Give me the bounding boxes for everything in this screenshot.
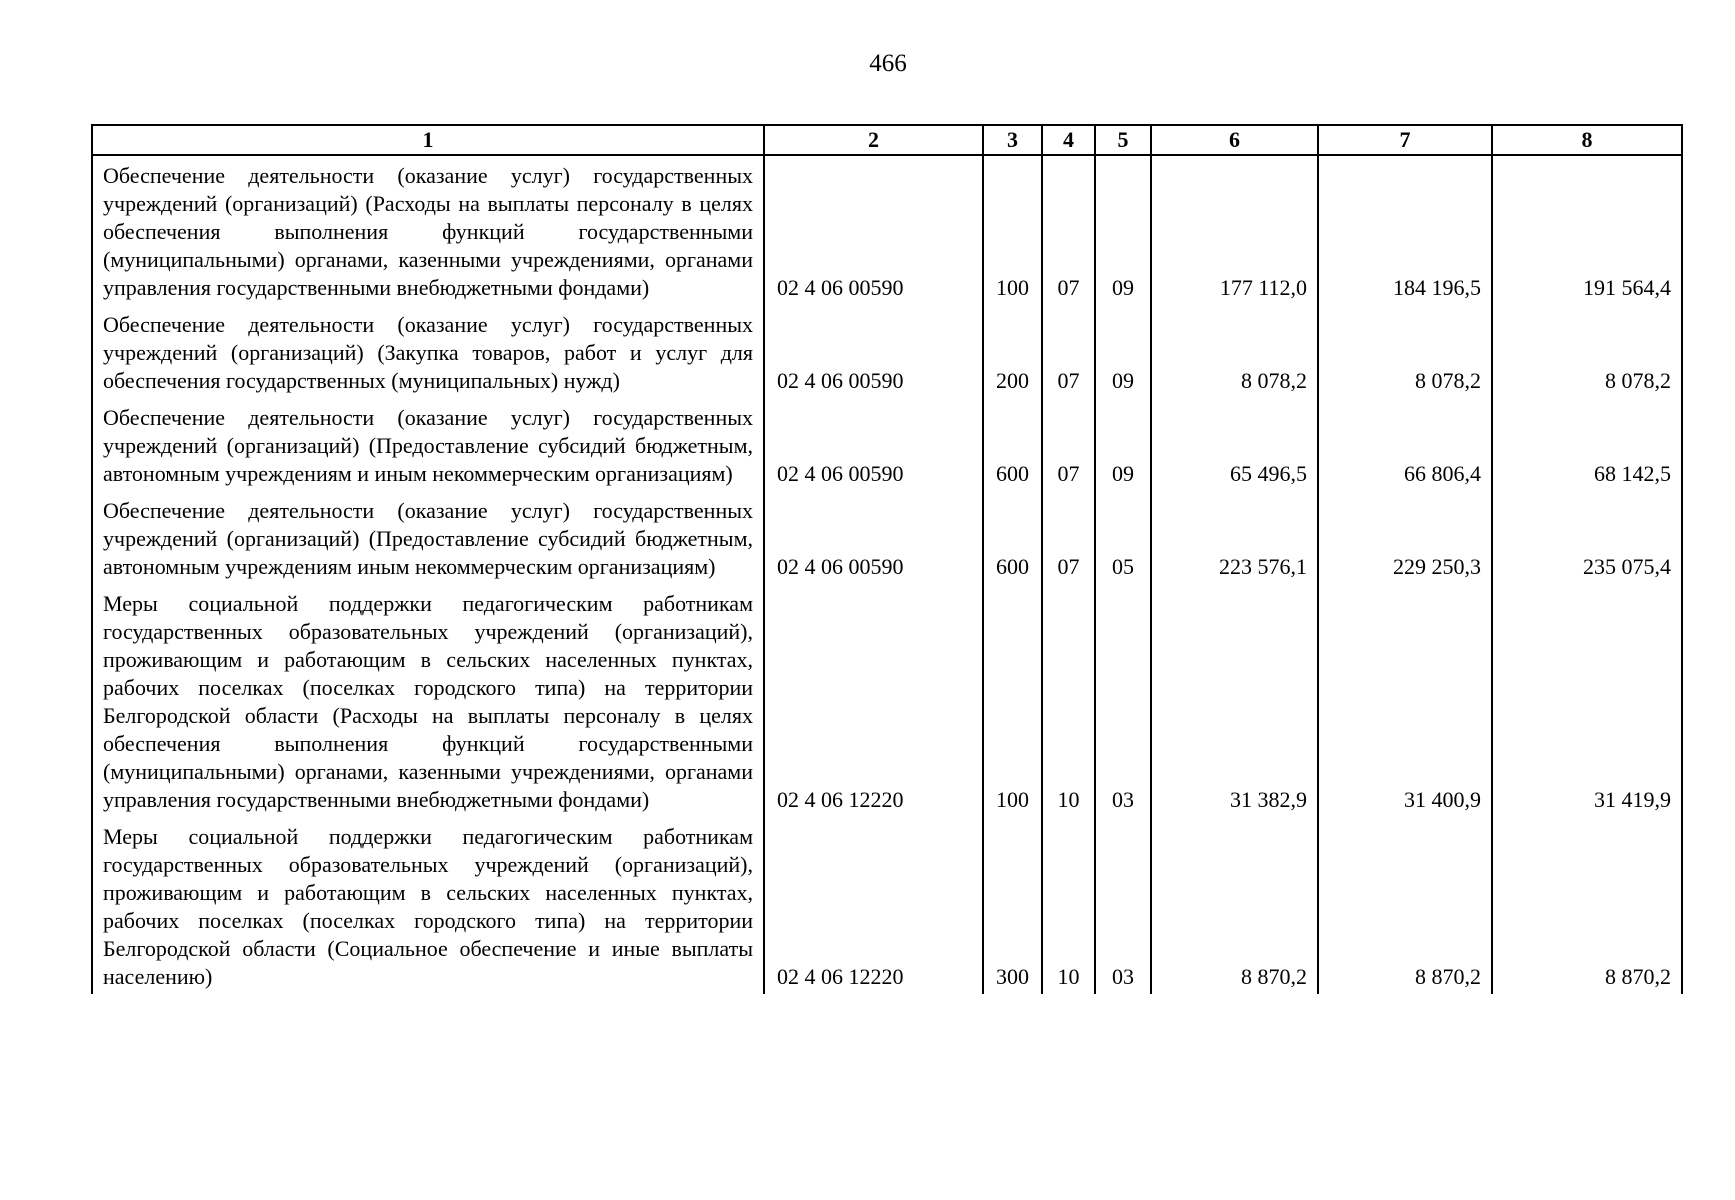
budget-table-container xyxy=(91,124,1683,994)
column-header-8: 8 xyxy=(1492,125,1682,155)
subsection-code: 09 xyxy=(1095,305,1151,398)
amount-col-7: 229 250,3 xyxy=(1318,491,1492,584)
table-row xyxy=(92,305,1682,398)
target-article-code: 02 4 06 00590 xyxy=(764,155,983,305)
section-code: 07 xyxy=(1042,155,1095,305)
expense-type-code: 100 xyxy=(983,155,1042,305)
amount-col-6: 31 382,9 xyxy=(1151,584,1318,817)
amount-col-8: 8 870,2 xyxy=(1492,817,1682,994)
section-code: 07 xyxy=(1042,398,1095,491)
table-row xyxy=(92,491,1682,584)
amount-col-7: 66 806,4 xyxy=(1318,398,1492,491)
target-article-code: 02 4 06 12220 xyxy=(764,584,983,817)
subsection-code: 03 xyxy=(1095,584,1151,817)
column-header-1: 1 xyxy=(92,125,764,155)
target-article-code: 02 4 06 00590 xyxy=(764,398,983,491)
column-header-7: 7 xyxy=(1318,125,1492,155)
expense-type-code: 200 xyxy=(983,305,1042,398)
table-row xyxy=(92,817,1682,994)
amount-col-8: 191 564,4 xyxy=(1492,155,1682,305)
row-description: Меры социальной поддержки педагогическим работникам государственных образовательных учреждений (организаций), проживающим и работающим в сельских населенных пунктах, рабочих поселках (поселках городского типа) на территории Белгородской области (Социальное обеспечение и иные выплаты населению) xyxy=(92,817,764,994)
column-header-3: 3 xyxy=(983,125,1042,155)
column-header-2: 2 xyxy=(764,125,983,155)
target-article-code: 02 4 06 00590 xyxy=(764,491,983,584)
amount-col-7: 8 870,2 xyxy=(1318,817,1492,994)
amount-col-6: 177 112,0 xyxy=(1151,155,1318,305)
section-code: 10 xyxy=(1042,817,1095,994)
expense-type-code: 300 xyxy=(983,817,1042,994)
column-header-4: 4 xyxy=(1042,125,1095,155)
expense-type-code: 100 xyxy=(983,584,1042,817)
row-description: Обеспечение деятельности (оказание услуг) государственных учреждений (организаций) (Предоставление субсидий бюджетным, автономным учреждениям и иным некоммерческим организациям) xyxy=(92,398,764,491)
amount-col-7: 31 400,9 xyxy=(1318,584,1492,817)
table-row xyxy=(92,155,1682,305)
section-code: 07 xyxy=(1042,491,1095,584)
expense-type-code: 600 xyxy=(983,398,1042,491)
subsection-code: 03 xyxy=(1095,817,1151,994)
target-article-code: 02 4 06 12220 xyxy=(764,817,983,994)
row-description: Обеспечение деятельности (оказание услуг) государственных учреждений (организаций) (Закупка товаров, работ и услуг для обеспечения государственных (муниципальных) нужд) xyxy=(92,305,764,398)
amount-col-6: 223 576,1 xyxy=(1151,491,1318,584)
section-code: 07 xyxy=(1042,305,1095,398)
amount-col-7: 184 196,5 xyxy=(1318,155,1492,305)
subsection-code: 09 xyxy=(1095,398,1151,491)
amount-col-8: 235 075,4 xyxy=(1492,491,1682,584)
amount-col-6: 8 870,2 xyxy=(1151,817,1318,994)
target-article-code: 02 4 06 00590 xyxy=(764,305,983,398)
expense-type-code: 600 xyxy=(983,491,1042,584)
subsection-code: 09 xyxy=(1095,155,1151,305)
row-description: Меры социальной поддержки педагогическим работникам государственных образовательных учреждений (организаций), проживающим и работающим в сельских населенных пунктах, рабочих поселках (поселках городского типа) на территории Белгородской области (Расходы на выплаты персоналу в целях обеспечения выполнения функций государственными (муниципальными) органами, казенными учреждениями, органами управления государственными внебюджетными фондами) xyxy=(92,584,764,817)
column-header-6: 6 xyxy=(1151,125,1318,155)
table-row xyxy=(92,398,1682,491)
amount-col-8: 31 419,9 xyxy=(1492,584,1682,817)
table-header-row xyxy=(92,125,1682,155)
amount-col-6: 65 496,5 xyxy=(1151,398,1318,491)
row-description: Обеспечение деятельности (оказание услуг) государственных учреждений (организаций) (Предоставление субсидий бюджетным, автономным учреждениям иным некоммерческим организациям) xyxy=(92,491,764,584)
section-code: 10 xyxy=(1042,584,1095,817)
amount-col-8: 8 078,2 xyxy=(1492,305,1682,398)
subsection-code: 05 xyxy=(1095,491,1151,584)
budget-table xyxy=(91,124,1683,994)
amount-col-6: 8 078,2 xyxy=(1151,305,1318,398)
amount-col-7: 8 078,2 xyxy=(1318,305,1492,398)
row-description: Обеспечение деятельности (оказание услуг) государственных учреждений (организаций) (Расходы на выплаты персоналу в целях обеспечения выполнения функций государственными (муниципальными) органами, казенными учреждениями, органами управления государственными внебюджетными фондами) xyxy=(92,155,764,305)
amount-col-8: 68 142,5 xyxy=(1492,398,1682,491)
table-row xyxy=(92,584,1682,817)
column-header-5: 5 xyxy=(1095,125,1151,155)
page-number: 466 xyxy=(869,50,907,77)
